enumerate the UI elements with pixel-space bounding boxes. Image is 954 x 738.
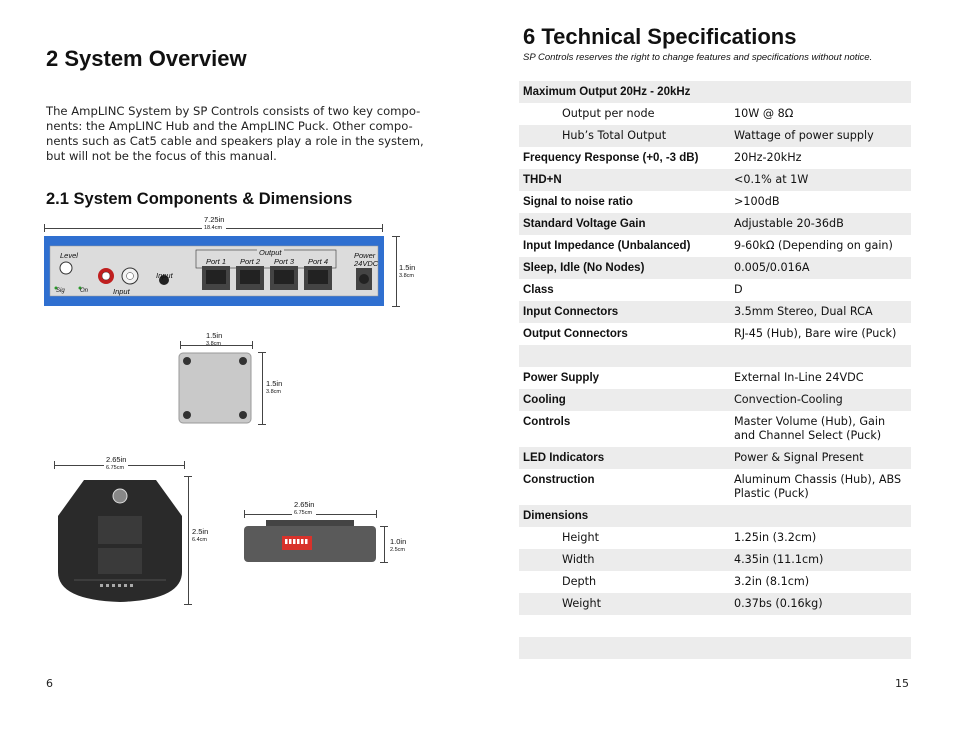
puck-height-label: 2.5in 6.4cm: [192, 527, 209, 543]
page-number: 15: [895, 677, 909, 690]
puck-width-label: 2.65in 6.75cm: [106, 455, 127, 471]
plate-height-line: [262, 352, 263, 424]
spec-title: 6 Technical Specifications: [523, 24, 797, 49]
dim-tick: [54, 461, 55, 469]
spec-value: 0.005/0.016A: [734, 261, 810, 274]
spec-label: Weight: [562, 597, 601, 610]
spec-label: Height: [562, 531, 599, 544]
spec-label: Signal to noise ratio: [523, 196, 633, 208]
intro-paragraph: [46, 104, 431, 164]
spec-value: Master Volume (Hub), Gain and Channel Select (Puck): [734, 415, 886, 442]
hub-port-label: Port 3: [274, 257, 295, 266]
dim-tick: [382, 224, 383, 232]
dim-tick: [184, 604, 192, 605]
hub-input-bottom-label: Input: [113, 287, 130, 296]
spec-value: Aluminum Chassis (Hub), ABS Plastic (Puck): [734, 473, 902, 500]
dim-tick: [376, 510, 377, 518]
spec-label: LED Indicators: [523, 452, 605, 464]
spec-row: [519, 81, 911, 103]
hub-port-label: Port 1: [206, 257, 227, 266]
spec-label: Construction: [523, 474, 595, 486]
dim-tick: [244, 510, 245, 518]
side-width-label: 2.65in 6.75cm: [294, 500, 315, 516]
page-number: 6: [46, 677, 53, 690]
spec-row: [519, 213, 911, 235]
spec-value: [734, 81, 911, 103]
spec-row: [519, 615, 911, 637]
spec-row: [519, 637, 911, 659]
spec-value: [734, 659, 911, 681]
spec-value: 10W @ 8Ω: [734, 107, 794, 120]
puck-drawing: [54, 476, 186, 604]
spec-table: [519, 81, 911, 681]
spec-label: Standard Voltage Gain: [523, 218, 646, 230]
spec-value: Wattage of power supply: [734, 129, 874, 142]
spec-row: [519, 447, 911, 469]
spec-label: [519, 637, 734, 659]
spec-row: [519, 147, 911, 169]
intro-line: nents: the AmpLINC Hub and the AmpLINC Puck. Other compo-: [46, 119, 413, 133]
spec-row: [519, 505, 911, 527]
hub-height-label: 1.5in 3.8cm: [399, 263, 416, 279]
spec-row: [519, 571, 911, 593]
hub-front-panel: [44, 236, 384, 306]
spec-label: Power Supply: [523, 372, 600, 384]
dim-tick: [392, 306, 400, 307]
spec-value: [734, 615, 911, 637]
spec-value: [734, 637, 911, 659]
spec-row: [519, 257, 911, 279]
hub-on-label: On: [80, 288, 89, 294]
spec-label: Output Connectors: [523, 328, 628, 340]
spec-value: Power & Signal Present: [734, 451, 864, 464]
spec-value: 4.35in (11.1cm): [734, 553, 824, 566]
hub-width-label: 7.25in 18.4cm: [204, 215, 225, 231]
spec-label: Class: [523, 284, 554, 296]
hub-port-label: Port 2: [240, 257, 261, 266]
spec-label: Maximum Output 20Hz - 20kHz: [523, 86, 691, 98]
dim-tick: [258, 352, 266, 353]
spec-value: 0.37bs (0.16kg): [734, 597, 823, 610]
intro-line: The AmpLINC System by SP Controls consists of two key compo-: [46, 104, 421, 118]
spec-value: 1.25in (3.2cm): [734, 531, 817, 544]
spec-row: [519, 235, 911, 257]
side-height-label: 1.0in 2.5cm: [390, 537, 407, 553]
spec-value: RJ-45 (Hub), Bare wire (Puck): [734, 327, 897, 340]
spec-label: Dimensions: [523, 510, 589, 522]
spec-label: Input Connectors: [523, 306, 619, 318]
puck-side-drawing: [244, 520, 376, 564]
spec-row: [519, 593, 911, 615]
spec-row: [519, 345, 911, 367]
spec-value: [734, 345, 911, 367]
hub-height-line: [396, 236, 397, 306]
spec-value: [734, 505, 911, 527]
spec-note: SP Controls reserves the right to change features and specifications without notice.: [523, 52, 873, 63]
spec-value: Adjustable 20-36dB: [734, 217, 844, 230]
spec-row: [519, 659, 911, 681]
spec-label: THD+N: [523, 174, 562, 186]
spec-label: Depth: [562, 575, 597, 588]
spec-label: Cooling: [523, 394, 566, 406]
intro-line: nents such as Cat5 cable and speakers play a role in the system,: [46, 134, 424, 148]
spec-row: [519, 125, 911, 147]
dim-tick: [258, 424, 266, 425]
hub-port-label: Port 4: [308, 257, 329, 266]
spec-row: [519, 469, 911, 505]
spec-value: Convection-Cooling: [734, 393, 843, 406]
plate-height-label: 1.5in 3.8cm: [266, 379, 283, 395]
dim-tick: [392, 236, 400, 237]
spec-value: <0.1% at 1W: [734, 173, 809, 186]
dim-tick: [184, 461, 185, 469]
spec-value: D: [734, 283, 743, 296]
spec-value: External In-Line 24VDC: [734, 371, 864, 384]
spec-label: Input Impedance (Unbalanced): [523, 240, 691, 252]
dim-tick: [180, 341, 181, 349]
spec-label: [519, 659, 734, 681]
hub-output-label: Output: [259, 248, 282, 257]
dim-tick: [44, 224, 45, 232]
dim-tick: [380, 526, 388, 527]
spec-value: 3.5mm Stereo, Dual RCA: [734, 305, 873, 318]
plate-width-label: 1.5in 3.8cm: [206, 331, 223, 347]
spec-row: [519, 323, 911, 345]
spec-row: [519, 367, 911, 389]
spec-row: [519, 389, 911, 411]
spec-label: Controls: [523, 416, 571, 428]
dim-tick: [184, 476, 192, 477]
spec-row: [519, 549, 911, 571]
spec-row: [519, 527, 911, 549]
page-title: 2 System Overview: [46, 46, 247, 71]
hub-power-label: Power: [354, 251, 376, 260]
hub-level-label: Level: [60, 251, 78, 260]
wall-plate-drawing: [178, 352, 252, 424]
spec-value: 9-60kΩ (Depending on gain): [734, 239, 893, 252]
spec-label: Sleep, Idle (No Nodes): [523, 262, 645, 274]
spec-row: [519, 103, 911, 125]
hub-voltage-label: 24VDC: [354, 259, 379, 268]
puck-height-line: [188, 476, 189, 604]
dim-tick: [252, 341, 253, 349]
spec-row: [519, 411, 911, 447]
spec-row: [519, 191, 911, 213]
spec-label: [519, 345, 734, 367]
spec-value: 3.2in (8.1cm): [734, 575, 810, 588]
spec-row: [519, 169, 911, 191]
hub-sig-label: Sig: [56, 288, 65, 294]
spec-label: [519, 615, 734, 637]
section-heading: 2.1 System Components & Dimensions: [46, 190, 353, 208]
intro-line: but will not be the focus of this manual.: [46, 149, 277, 163]
spec-row: [519, 301, 911, 323]
side-height-line: [384, 526, 385, 562]
spec-value: >100dB: [734, 195, 780, 208]
spec-row: [519, 279, 911, 301]
spec-label: Width: [562, 553, 595, 566]
hub-input-label: Input: [156, 271, 173, 280]
spec-label: Frequency Response (+0, -3 dB): [523, 152, 699, 164]
spec-label: Hub’s Total Output: [562, 129, 667, 142]
spec-value: 20Hz-20kHz: [734, 151, 802, 164]
spec-label: Output per node: [562, 107, 655, 120]
dim-tick: [380, 562, 388, 563]
